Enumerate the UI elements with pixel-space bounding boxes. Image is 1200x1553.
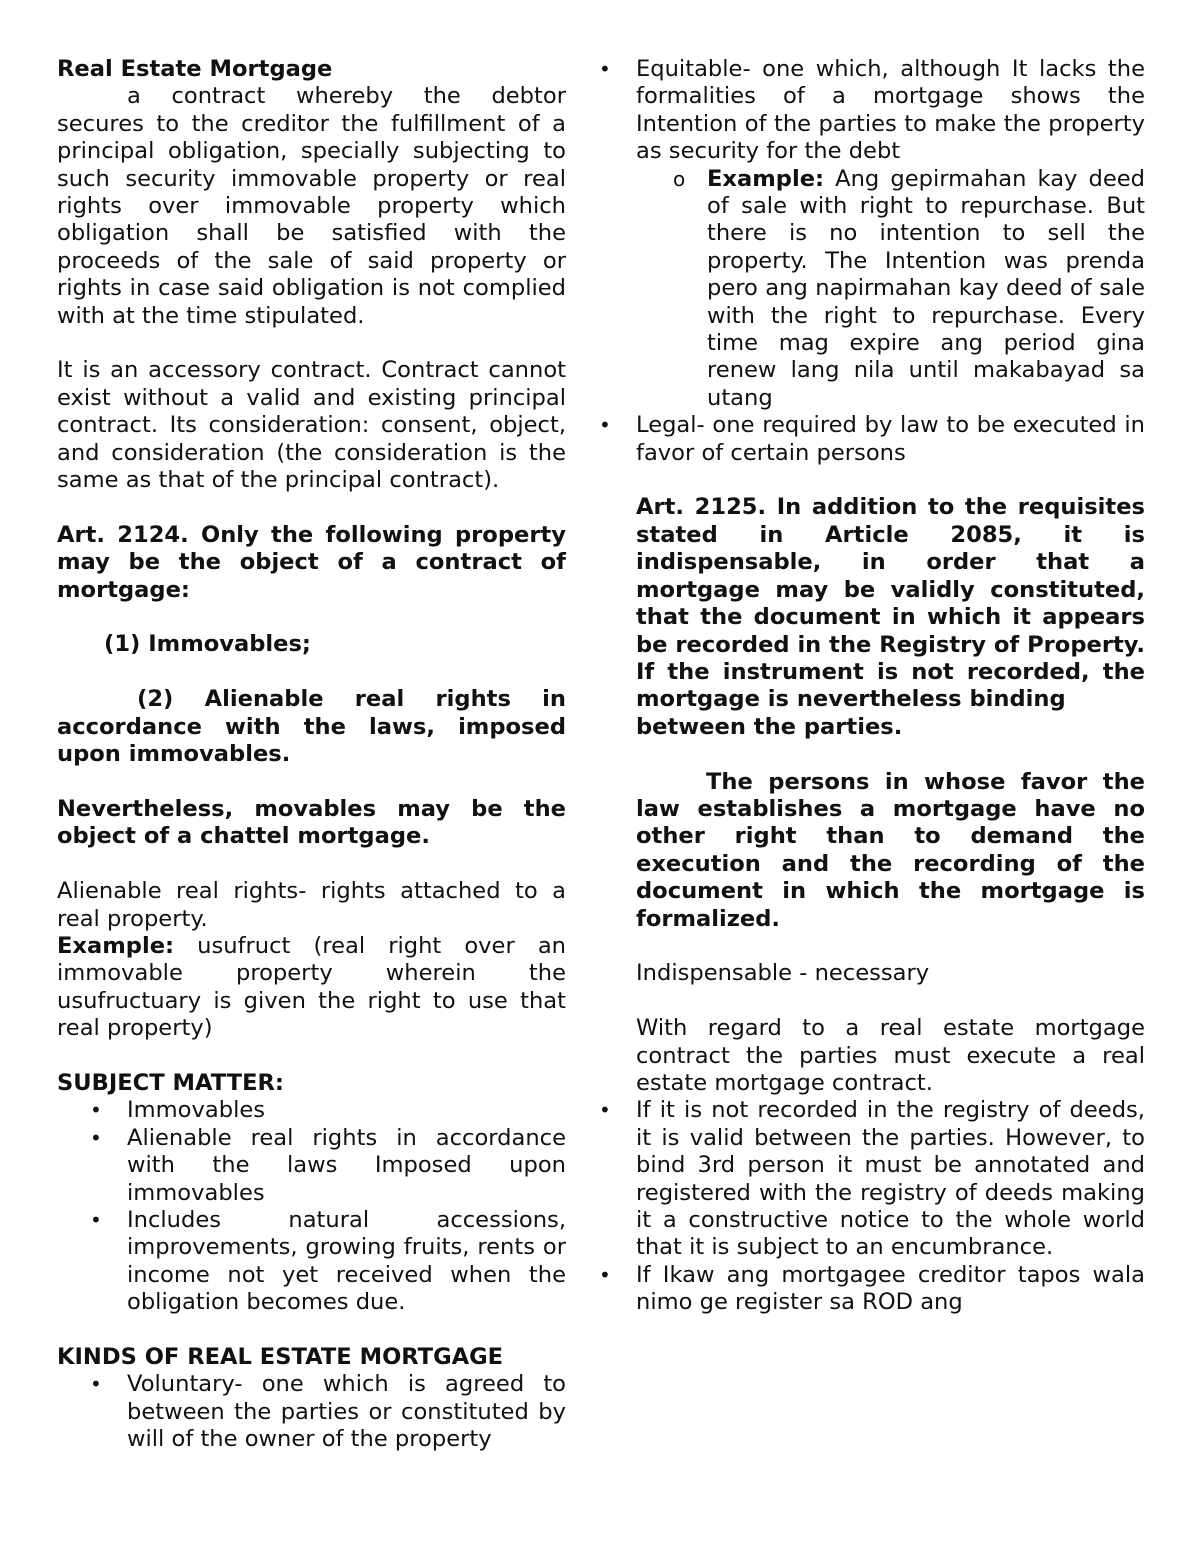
list-item: • If Ikaw ang mortgagee creditor tapos wala nimo ge register sa ROD ang <box>599 1261 1145 1316</box>
list-item: • Alienable real rights in accordance with the laws Imposed upon immovables <box>90 1124 566 1206</box>
example-text: usufruct (real right over an immovable property wherein the usufructuary is given the right to use that real property) <box>57 932 566 1042</box>
subject-matter-list <box>57 1097 566 1316</box>
accessory-paragraph: It is an accessory contract. Contract cannot exist without a valid and existing principal contract. Its consideration: consent, object, and consideration (the consideration is the same as that of the principal contract). <box>57 357 566 494</box>
art2124-item-2: (2) Alienable real rights in accordance with the laws, imposed upon immovables. <box>57 686 566 768</box>
list-item: • Legal- one required by law to be executed in favor of certain persons <box>599 412 1145 466</box>
example-paragraph <box>57 933 566 1043</box>
example-label: Example: <box>57 932 175 959</box>
kinds-heading: KINDS OF REAL ESTATE MORTGAGE <box>57 1343 504 1370</box>
kinds-list-continued <box>566 56 1145 467</box>
list-item: • Voluntary- one which is agreed to between the parties or constituted by will of the owner of the property <box>90 1371 566 1453</box>
list-item: • Immovables <box>90 1097 266 1124</box>
definition-paragraph: a contract whereby the debtor secures to the creditor the fulfillment of a principal obligation, specially subjecting to such security immovable property or real rights over immovable property which obligation shall be satisfied with the proceeds of the sale of said property or rights in case said obligation is not complied with at the time stipulated. <box>57 83 566 329</box>
equitable-example-text: Ang gepirmahan kay deed of sale with right to repurchase. But there is no intention to sell the property. The Intention was prenda pero ang napirmahan kay deed of sale with the right to repurchase. Every time mag expire ang period gina renew lang nila until makabayad sa utang <box>707 165 1145 411</box>
bullet-icon: • <box>599 57 611 81</box>
list-item: • If it is not recorded in the registry of deeds, it is valid between the parties. However, to bind 3rd person it must be annotated and registered with the registry of deeds making it a constructive notice to the whole world that it is subject to an encumbrance. <box>599 1097 1145 1261</box>
regard-list <box>566 1097 1145 1316</box>
bullet-icon: • <box>90 1125 102 1150</box>
bullet-icon: • <box>599 1262 611 1287</box>
alienable-definition: Alienable real rights- rights attached to a real property. <box>57 878 566 932</box>
art2125-heading: Art. 2125. In addition to the requisites stated in Article 2085, it is indispensable, in order that a mortgage may be validly constituted, that the document in which it appears be recorded in the Registry of Property. If the instrument is not recorded, the mortgage is nevertheless binding <box>636 494 1145 713</box>
bullet-icon: • <box>599 413 611 438</box>
art2124-item-1: (1) Immovables; <box>104 631 311 658</box>
kinds-list <box>57 1371 566 1453</box>
equitable-example-label: Example: <box>707 165 825 192</box>
bullet-icon: • <box>90 1098 102 1123</box>
list-item: • Includes natural accessions, improvements, growing fruits, rents or income not yet received when the obligation becomes due. <box>90 1206 566 1316</box>
list-item: • Equitable- one which, although It lacks the formalities of a mortgage shows the Intention of the parties to make the property as security for the debt o Example: Ang gepirmahan kay deed of sale with right to repurchase. But there is no intention to sell the property. The Intention was prenda pero ang napirmahan kay deed of sale with the right to repurchase. Every time mag expire ang period gina renew lang nila until makabayad sa utang <box>599 56 1145 411</box>
circle-bullet-icon: o <box>673 166 686 191</box>
art2124-heading: Art. 2124. Only the following property may be the object of a contract of mortgage: <box>57 521 566 603</box>
left-column <box>57 56 566 1454</box>
right-column <box>599 56 1145 1317</box>
bullet-icon: • <box>90 1372 102 1397</box>
doc-title: Real Estate Mortgage <box>57 56 333 82</box>
equitable-sublist <box>636 166 1145 413</box>
art2124-movables: Nevertheless, movables may be the object of a chattel mortgage. <box>57 795 566 850</box>
subject-matter-heading: SUBJECT MATTER: <box>57 1069 284 1096</box>
indispensable-definition: Indispensable - necessary <box>636 960 930 987</box>
bullet-icon: • <box>599 1098 611 1123</box>
bullet-icon: • <box>90 1207 102 1232</box>
sub-list-item <box>636 166 1145 413</box>
persons-favor-paragraph: The persons in whose favor the law establishes a mortgage have no other right than to demand the execution and the recording of the document in which the mortgage is formalized. <box>636 768 1145 932</box>
regard-paragraph: With regard to a real estate mortgage contract the parties must execute a real estate mortgage contract. <box>636 1015 1145 1096</box>
art2125-tail: between the parties. <box>636 713 903 740</box>
